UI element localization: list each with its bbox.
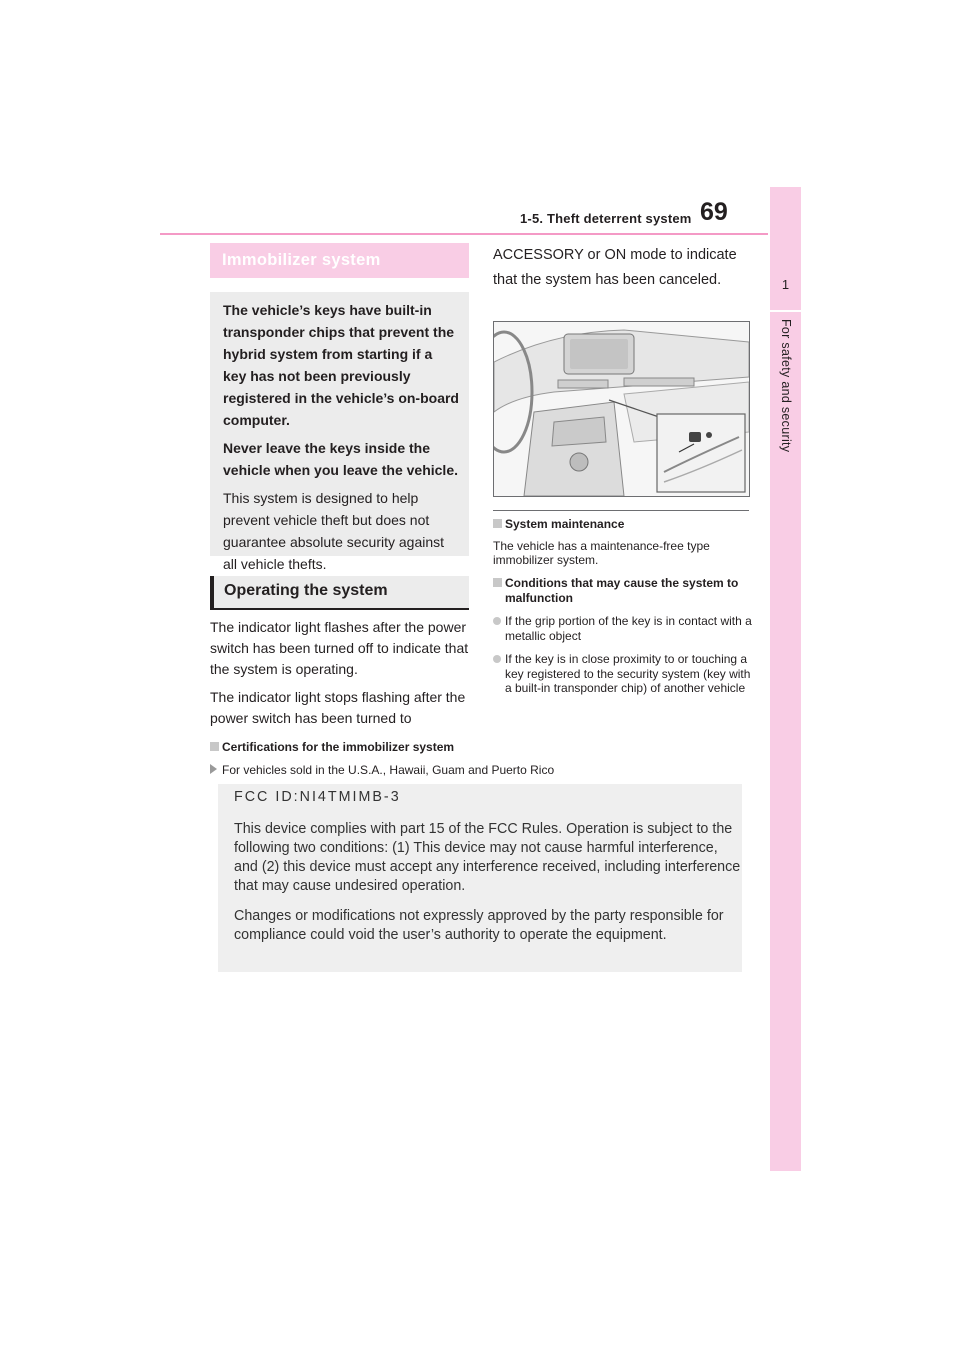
immobilizer-heading: Immobilizer system <box>210 243 469 278</box>
fcc-statement-box <box>218 784 742 972</box>
fcc-id: FCC ID:NI4TMIMB-3 <box>234 789 401 805</box>
operating-heading: Operating the system <box>210 576 469 610</box>
dashboard-drawing <box>494 322 749 496</box>
dashboard-illustration <box>493 321 750 497</box>
circle-bullet-icon <box>493 655 501 663</box>
malfunction-heading: Conditions that may cause the system to malfunction <box>505 576 739 605</box>
intro-bold-text-2: Never leave the keys inside the vehicle when you leave the vehicle. <box>223 440 458 478</box>
operating-paragraph-1: The indicator light flashes after the power switch has been turned off to indicate that the system is operating. <box>210 619 469 677</box>
chapter-divider <box>770 310 801 312</box>
cert-heading-row <box>210 740 610 755</box>
square-bullet-icon <box>493 578 502 587</box>
chapter-number: 1 <box>781 277 790 292</box>
square-bullet-icon <box>493 519 502 528</box>
maintenance-heading: System maintenance <box>505 517 625 531</box>
maintenance-note <box>493 517 755 568</box>
fcc-paragraph-2: Changes or modifications not expressly approved by the party responsible for compliance could void the user’s authority to operate the equipment. <box>234 908 724 943</box>
malfunction-note <box>493 576 755 696</box>
chapter-title: For safety and security <box>779 319 793 453</box>
maintenance-heading-row <box>493 517 755 532</box>
chapter-side-tab <box>770 187 801 1171</box>
intro-box <box>210 292 469 572</box>
operating-body <box>210 617 472 736</box>
square-bullet-icon <box>210 742 219 751</box>
intro-text: This system is designed to help prevent vehicle theft but does not guarantee absolute security against all vehicle thefts. <box>223 490 445 572</box>
cert-region: For vehicles sold in the U.S.A., Hawaii, Guam and Puerto Rico <box>222 763 555 777</box>
list-item-text: If the grip portion of the key is in contact with a metallic object <box>505 614 752 643</box>
list-item <box>493 614 755 643</box>
maintenance-text: The vehicle has a maintenance-free type immobilizer system. <box>493 538 710 567</box>
page-number: 69 <box>700 198 728 226</box>
malfunction-heading-row <box>493 576 755 605</box>
header-divider <box>160 233 768 235</box>
intro-bold-text-1: The vehicle’s keys have built-in transponder chips that prevent the hybrid system from starting if a key has not been previously registered in the vehicle’s on-board computer. <box>223 302 459 428</box>
section-title: 1-5. Theft deterrent system <box>520 211 692 226</box>
triangle-bullet-icon <box>210 764 217 774</box>
circle-bullet-icon <box>493 617 501 625</box>
fcc-paragraph-1: This device complies with part 15 of the FCC Rules. Operation is subject to the following two conditions: (1) This device may not cause harmful interference, and (2) this device must accept any interference received, including interference that may cause undesired operation. <box>234 821 741 894</box>
list-item <box>493 652 755 696</box>
operating-paragraph-2: The indicator light stops flashing after the power switch has been turned to <box>210 689 466 726</box>
figure-divider <box>493 510 749 511</box>
list-item-text: If the key is in close proximity to or touching a key registered to the security system (key with a built-in transponder chip) of another vehicle <box>505 652 751 695</box>
cert-region-row <box>210 763 710 778</box>
cert-heading: Certifications for the immobilizer system <box>222 740 455 754</box>
operating-paragraph-2-continued: ACCESSORY or ON mode to indicate that the system has been canceled. <box>493 247 737 288</box>
